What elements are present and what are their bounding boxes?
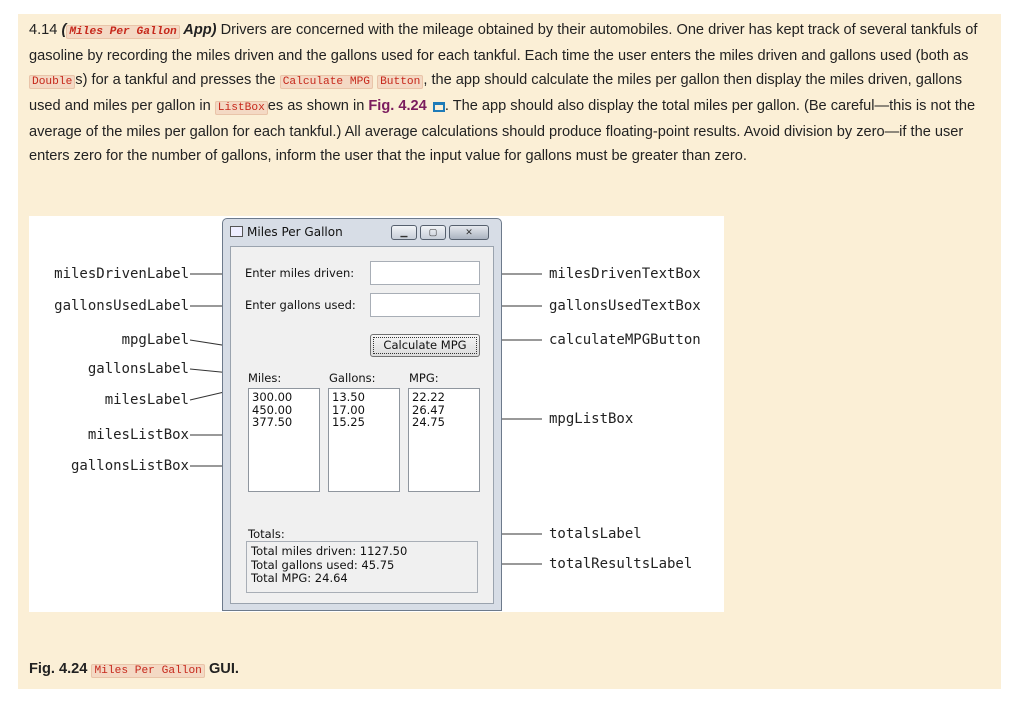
code-double: Double [29, 75, 75, 89]
calculate-mpg-button[interactable]: Calculate MPG [370, 334, 480, 357]
list-item[interactable]: 15.25 [332, 415, 365, 429]
label-milesLabel: milesLabel [104, 392, 189, 408]
exercise-paragraph: 4.14 ( Miles Per Gallon App) Drivers are concerned with the mileage obtained by their automobiles. One driver has kept track of several tankfuls of gasoline by recording the miles driven and the gallons used for each tankful. Each time the user enters the miles driven and gallons used (both as Double s) for a tankful and presses the Calculate MPG Button , the app should calculate the miles per gallon then display the miles driven, gallons used and miles per gallon in ListBox es as shown in Fig. 4.24 . The app should also display the total miles per gallon. (Be careful—this is not the average of the miles per gallon for each tankful.) All average calculations should produce floating-point results. Avoid division by zero—if the user enters zero for the number of gallons, inform the user that the input value for gallons must be greater than zero. [29, 22, 978, 164]
label-mpgLabel: mpgLabel [121, 332, 189, 348]
label-milesDrivenLabel: milesDrivenLabel [54, 266, 189, 282]
window-title: Miles Per Gallon [230, 225, 343, 239]
app-name-code: Miles Per Gallon [66, 25, 179, 39]
maximize-button[interactable]: ▢ [420, 225, 446, 240]
label-gallonsUsedTextBox: gallonsUsedTextBox [549, 298, 701, 314]
list-item[interactable]: 13.50 [332, 390, 365, 404]
label-gallonsListBox: gallonsListBox [70, 458, 189, 474]
list-item[interactable]: 450.00 [252, 402, 293, 417]
miles-driven-label: Enter miles driven: [245, 266, 355, 280]
miles-driven-textbox[interactable] [370, 261, 480, 285]
app-window [222, 218, 502, 611]
label-totalsLabel: totalsLabel [549, 526, 642, 542]
list-item[interactable]: 300.00 [252, 390, 293, 404]
mpg-listbox[interactable] [408, 388, 480, 492]
miles-listbox[interactable] [248, 388, 320, 492]
window-client-area [230, 246, 494, 604]
minimize-button[interactable]: ▁ [391, 225, 417, 240]
miles-header: Miles: [248, 371, 282, 385]
gallons-used-label: Enter gallons used: [245, 298, 356, 312]
list-item[interactable]: 24.75 [412, 415, 445, 429]
external-window-icon[interactable] [433, 102, 445, 112]
label-milesDrivenTextBox: milesDrivenTextBox [549, 266, 701, 282]
figure-image [29, 216, 724, 612]
total-miles-text: Total miles driven: 1127.50 [251, 544, 408, 558]
label-totalResultsLabel: totalResultsLabel [549, 556, 693, 572]
exercise-number: 4.14 [29, 22, 58, 38]
gallons-used-textbox[interactable] [370, 293, 480, 317]
exercise-title: ( Miles Per Gallon App) [61, 22, 217, 38]
figure-link[interactable]: Fig. 4.24 [368, 98, 427, 114]
total-mpg-text: Total MPG: 24.64 [251, 571, 348, 585]
label-calculateMPGButton: calculateMPGButton [549, 332, 701, 348]
label-mpgListBox: mpgListBox [549, 411, 634, 427]
gallons-header: Gallons: [329, 371, 376, 385]
close-button[interactable]: ✕ [449, 225, 489, 240]
total-results-label [246, 541, 478, 593]
list-item[interactable]: 17.00 [332, 402, 365, 417]
code-listbox: ListBox [215, 101, 268, 115]
totals-label: Totals: [248, 527, 285, 541]
code-calculate-mpg: Calculate MPG [280, 75, 373, 89]
gallons-listbox[interactable] [328, 388, 400, 492]
code-button: Button [377, 75, 423, 89]
list-item[interactable]: 22.22 [412, 390, 445, 404]
app-icon [230, 226, 243, 237]
mpg-header: MPG: [409, 371, 439, 385]
figure-caption: Fig. 4.24 Miles Per Gallon GUI. [29, 661, 239, 677]
list-item[interactable]: 26.47 [412, 402, 445, 417]
label-milesListBox: milesListBox [87, 427, 189, 443]
label-gallonsUsedLabel: gallonsUsedLabel [54, 298, 189, 314]
label-gallonsLabel: gallonsLabel [87, 361, 189, 377]
total-gallons-text: Total gallons used: 45.75 [251, 557, 395, 572]
list-item[interactable]: 377.50 [252, 415, 293, 429]
